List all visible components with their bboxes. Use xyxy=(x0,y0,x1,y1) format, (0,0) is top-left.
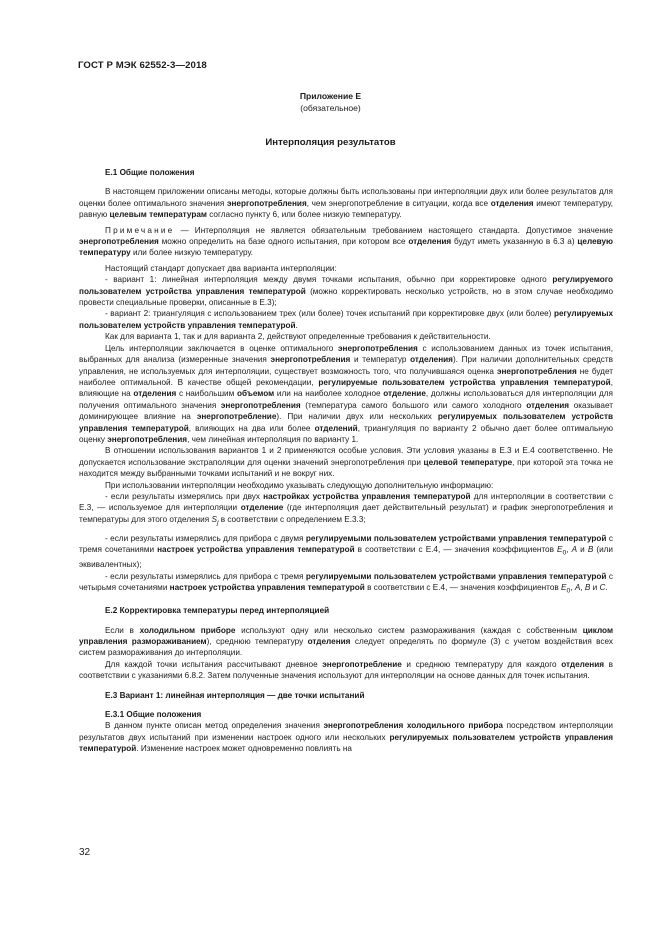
section-heading-e3: Е.3 Вариант 1: линейная интерполяция — две точки испытаний xyxy=(105,690,365,700)
paragraph: В отношении использования вариантов 1 и 2 применяются особые условия. Эти условия указаны в Е.3 и Е.4 соответственно. Не допускается использование экстраполяции для оценки значений энергопотребления при целевой температуре, при которой эта точка не находится между выбранными точками испытаний и не вокруг них. xyxy=(79,446,613,479)
list-item: - вариант 2: триангуляция с использованием трех (или более) точек испытаний при корректировке двух (или более) регулируемых пользователем устройств управления температурой. xyxy=(79,309,613,330)
annex-status: (обязательное) xyxy=(300,103,361,113)
list-item: - если результаты измерялись при двух настройках устройства управления температурой для интерполяции в соответствии с Е.3, — используемое для интерполяции отделение (где интерполяция дает действительный результат) и график энергопотребления и температуры для этого отделения $S_j$ в соответствии с определением Е.3.3; xyxy=(79,491,613,527)
paragraph: При использовании интерполяции необходимо указывать следующую дополнительную информацию: xyxy=(105,480,494,490)
section-heading-e1: Е.1 Общие положения xyxy=(105,168,195,177)
page-number: 32 xyxy=(79,847,91,858)
paragraph: Настоящий стандарт допускает два варианта интерполяции: xyxy=(105,263,337,273)
list-item: - если результаты измерялись для прибора с тремя регулируемыми пользователем устройствами управления температурой с четырьмя сочетаниями настроек устройства управления температурой в соответствии с Е.4, — значения коэффициентов $E_0$, A, B и C. xyxy=(79,571,613,595)
paragraph: В данном пункте описан метод определения значения энергопотребления холодильного прибора посредством интерполяции результатов двух испытаний при изменении настроек одного или нескольких регулируемых пользователем устройств управления температурой. Изменение настроек может одновременно повлиять на xyxy=(79,721,613,754)
paragraph: Если в холодильном приборе используют одну или несколько систем размораживания (каждая с собственным циклом управления размораживанием), среднюю температуру отделения следует определять по формуле (3) с учетом воздействия всех систем размораживания до интерполяции. xyxy=(79,625,613,658)
paragraph: Как для варианта 1, так и для варианта 2, действуют определенные требования к действительности. xyxy=(105,332,491,342)
document-body xyxy=(79,167,613,755)
annex-title: Приложение Е xyxy=(299,91,362,101)
paragraph: Для каждой точки испытания рассчитывают дневное энергопотребление и среднюю температуру для каждого отделения в соответствии с указаниями 6.8.2. Затем полученные значения используют для интерполяции на основе данных для точек испытания. xyxy=(79,659,614,681)
document-title: Интерполяция результатов xyxy=(265,137,396,148)
paragraph: В настоящем приложении описаны методы, которые должны быть использованы при интерполяции двух или более результатов для оценки более оптимального значения энергопотребления, чем энергопотребление в ситуации, когда все отделения имеют температуру, равную целевым температурам согласно пункту 6, или более низкую температуру. xyxy=(79,187,613,220)
list-item: - если результаты измерялись для прибора с двумя регулируемыми пользователем устройствами управления температурой с тремя сочетаниями настроек устройства управления температурой в соответствии с Е.4, — значения коэффициентов $E_0$, A и B (или эквивалентных); xyxy=(79,533,613,570)
paragraph: Цель интерполяции заключается в оценке оптимального энергопотребления с использованием данных из точек испытания, выбранных для анализа (измеренные значения энергопотребления и температур отделения). При наличии дополнительных средств управления, не используемых для интерполяции, существует возможность того, что получившаяся оценка энергопотребления не будет наиболее оптимальной. В качестве общей рекомендации, регулируемые пользователем устройства управления температурой, влияющие на отделения с наибольшим объемом или на наиболее холодное отделение, должны использоваться для интерполяции для получения оптимального значения энергопотребления (температура самого большого или самого холодного отделения оказывает доминирующее влияние на энергопотребление). При наличии двух или нескольких регулируемых пользователем устройств управления температурой, влияющих на два или более отделений, триангуляция по варианту 2 обычно дает более оптимальную оценку энергопотребления, чем линейная интерполяция по варианту 1. xyxy=(79,343,613,444)
note-paragraph: Примечание — Интерполяция не является обязательным требованием настоящего стандарта. Допустимое значение энергопотребления можно определить на базе одного испытания, при котором все отделения будут иметь указанную в 6.3 а) целевую температуру или более низкую температуру. xyxy=(79,225,613,258)
subsection-heading-e3-1: Е.3.1 Общие положения xyxy=(105,709,202,719)
document-header: ГОСТ Р МЭК 62552-3—2018 xyxy=(78,60,207,71)
section-heading-e2: Е.2 Корректировка температуры перед интерполяцией xyxy=(105,606,330,616)
list-item: - вариант 1: линейная интерполяция между двумя точками испытания, обычно при корректировке одного регулируемого пользователем устройства управления температурой (можно корректировать несколько устройств, но в этом случае необходимо провести специальные проверки, описанные в Е.3); xyxy=(79,275,614,308)
